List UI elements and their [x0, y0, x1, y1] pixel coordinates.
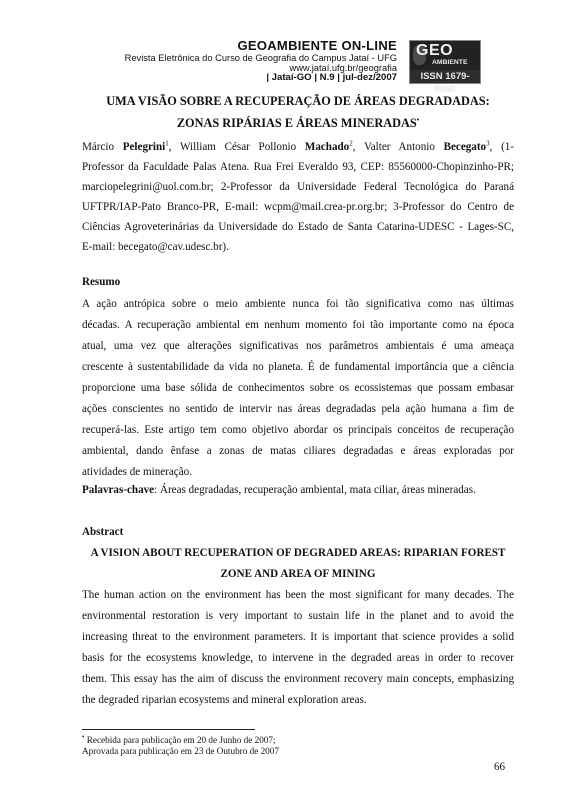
paper-title-line1: UMA VISÃO SOBRE A RECUPERAÇÃO DE ÁREAS DEGRADADAS: [106, 94, 490, 108]
resumo-line: ações conscientes no sentido de intervir nas áreas degradadas pela ação humana a fim de [82, 403, 514, 415]
authors-line-6: E-mail: becegato@cav.udesc.br). [82, 241, 229, 253]
journal-issue: | Jataí-GO | N.9 | jul-dez/2007 [266, 72, 397, 83]
resumo-line: ambiental, dando ênfase a zonas de matas ciliares degradadas e áreas exploradas por [82, 445, 514, 457]
authors-line-5: Ciências Agroveterinárias da Universidade do Estado de Santa Catarina-UDESC - Lages-SC, [82, 221, 514, 233]
footnote-divider [82, 729, 255, 730]
resumo-line: atividades de mineração. [82, 466, 192, 478]
abstract-line: The human action on the environment has been the most significant for many decades. The [82, 589, 514, 601]
journal-header [84, 38, 481, 95]
resumo-heading: Resumo [82, 276, 121, 288]
resumo-line: décadas. A recuperação ambiental em nenhum momento foi tão importante como na época [82, 319, 514, 331]
logo-text: GEO [416, 42, 454, 59]
page-number: 66 [494, 761, 506, 773]
logo-subtext: AMBIENTE [432, 59, 468, 66]
resumo-line: crescente à sustentabilidade da vida no planeta. É de fundamental importância que a ciência [82, 361, 514, 373]
issn-label: ISSN 1679-9860 [410, 70, 480, 83]
authors-line-3: marciopelegrini@uol.com.br; 2-Professor da Universidade Federal Tecnológica do Paraná [82, 181, 514, 193]
resumo-line: A ação antrópica sobre o meio ambiente nunca foi tão significativa como nas últimas [82, 298, 514, 310]
abstract-line: increasing threat to the environment parameters. It is important that science provides a solid [82, 631, 514, 643]
abstract-line: basis for the ecosystems knowledge, to intervene in the degraded areas in order to recover [82, 652, 514, 664]
geoambiente-logo [409, 40, 481, 95]
resumo-line: recuperá-las. Este artigo tem como objetivo abordar os principais conceitos de recuperação [82, 424, 514, 436]
journal-url: www.jataí.ufg.br/geografia [289, 63, 397, 73]
paper-title-line2: ZONAS RIPÁRIAS E ÁREAS MINERADAS• [176, 115, 420, 130]
authors-line-1: Márcio Pelegrini$^1$, William César Pollonio Machado$^2$, Valter Antonio Becegato$^3$, (1- [82, 139, 515, 153]
abstract-line: environmental restoration is very important to sustain life in the planet and to avoid the [82, 610, 514, 622]
keywords: Palavras-chave: Áreas degradadas, recuperação ambiental, mata ciliar, áreas mineradas. [82, 484, 476, 496]
abstract-line: the degraded riparian ecosystems and mineral exploration areas. [82, 694, 367, 706]
abstract-heading: Abstract [82, 526, 124, 538]
authors-line-2: Professor da Faculdade Palas Atena. Rua Frei Everaldo 93, CEP: 85560000-Chopinzinho-PR; [82, 161, 514, 173]
abstract-title-line1: A VISION ABOUT RECUPERATION OF DEGRADED AREAS: RIPARIAN FOREST [90, 547, 506, 559]
authors-line-4: UFTPR/IAP-Pato Branco-PR, E-mail: wcpm@mail.crea-pr.org.br; 3-Professor do Centro de [82, 201, 514, 213]
abstract-line: them. This essay has the aim of discuss the environment recovery main concepts, emphasizing [82, 673, 514, 685]
resumo-line: atual, uma vez que alterações significativas nos parâmetros ambientais é uma ameaça [82, 340, 514, 352]
journal-title: GEOAMBIENTE ON-LINE [237, 38, 397, 53]
footnote-line2: Aprovada para publicação em 23 de Outubro de 2007 [82, 746, 279, 756]
journal-subtitle: Revista Eletrônica do Curso de Geografia do Campus Jataí - UFG [124, 53, 397, 63]
resumo-line: proporcione uma base sólida de conhecimentos sobre os ecossistemas que possam embasar [82, 382, 514, 394]
abstract-title-line2: ZONE AND AREA OF MINING [220, 568, 376, 580]
footnote-line1: • Recebida para publicação em 20 de Junho de 2007; [82, 732, 276, 745]
